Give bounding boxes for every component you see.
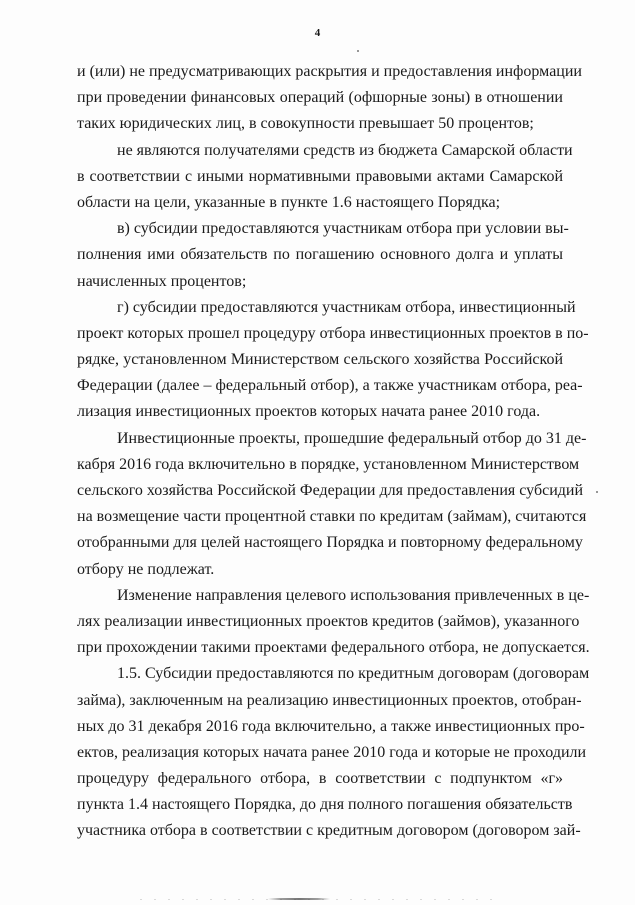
text-line: таких юридических лиц, в совокупности превышает 50 процентов; — [77, 115, 534, 133]
text-line: области на цели, указанные в пункте 1.6 настоящего Порядка; — [77, 193, 501, 211]
text-line: участника отбора в соответствии с кредитным договором (договором зай- — [77, 822, 581, 840]
text-line: отобранными для целей настоящего Порядка и повторному федеральному — [77, 534, 583, 552]
scan-edge-artifact — [0, 898, 635, 905]
text-line: на возмещение части процентной ставки по кредитам (займам), считаются — [77, 508, 587, 526]
text-line: ных до 31 декабря 2016 года включительно, а также инвестиционных про- — [77, 717, 585, 735]
text-line: процедуру федерального отбора, в соответствии с подпунктом «г» — [77, 770, 563, 788]
text-line: в) субсидии предоставляются участникам отбора при условии вы- — [117, 220, 569, 238]
text-line: при проведении финансовых операций (офшорные зоны) в отношении — [77, 89, 563, 107]
text-line: отбору не подлежат. — [77, 560, 215, 578]
text-line: сельского хозяйства Российской Федерации для предоставления субсидий — [77, 482, 584, 499]
text-line: Изменение направления целевого использования привлеченных в це- — [117, 586, 590, 604]
scan-speck — [596, 491, 598, 493]
text-line: рядке, установленном Министерством сельского хозяйства Российской — [77, 351, 563, 369]
text-line: начисленных процентов; — [77, 272, 247, 290]
text-line: проект которых прошел процедуру отбора инвестиционных проектов в по- — [77, 324, 589, 342]
text-line: пункта 1.4 настоящего Порядка, до дня полного погашения обязательств — [77, 796, 573, 814]
page-number: 4 — [314, 27, 321, 39]
text-line: не являются получателями средств из бюджета Самарской области — [117, 141, 573, 159]
scan-smudge — [268, 898, 330, 900]
scan-speck — [357, 50, 359, 52]
text-line: займа), заключенным на реализацию инвестиционных проектов, отобран- — [77, 691, 582, 709]
text-line: ектов, реализация которых начата ранее 2010 года и которые не проходили — [77, 743, 587, 761]
text-line: г) субсидии предоставляются участникам отбора, инвестиционный — [117, 298, 576, 316]
text-line: и (или) не предусматривающих раскрытия и предоставления информации — [77, 63, 582, 80]
text-line: лях реализации инвестиционных проектов кредитов (займов), указанного — [77, 612, 580, 630]
text-line: Федерации (далее – федеральный отбор), а также участникам отбора, реа- — [77, 377, 583, 395]
text-line: при прохождении такими проектами федерального отбора, не допускается. — [77, 639, 590, 657]
text-line: кабря 2016 года включительно в порядке, установленном Министерством — [77, 455, 580, 473]
text-line: лизация инвестиционных проектов которых начата ранее 2010 года. — [77, 403, 541, 421]
text-line: в соответствии с иными нормативными правовыми актами Самарской — [77, 167, 563, 185]
text-line: Инвестиционные проекты, прошедшие федеральный отбор до 31 де- — [117, 429, 587, 447]
text-line: полнения ими обязательств по погашению основного долга и уплаты — [77, 246, 563, 264]
text-line: 1.5. Субсидии предоставляются по кредитным договорам (договорам — [117, 665, 590, 683]
body-text — [77, 59, 590, 845]
